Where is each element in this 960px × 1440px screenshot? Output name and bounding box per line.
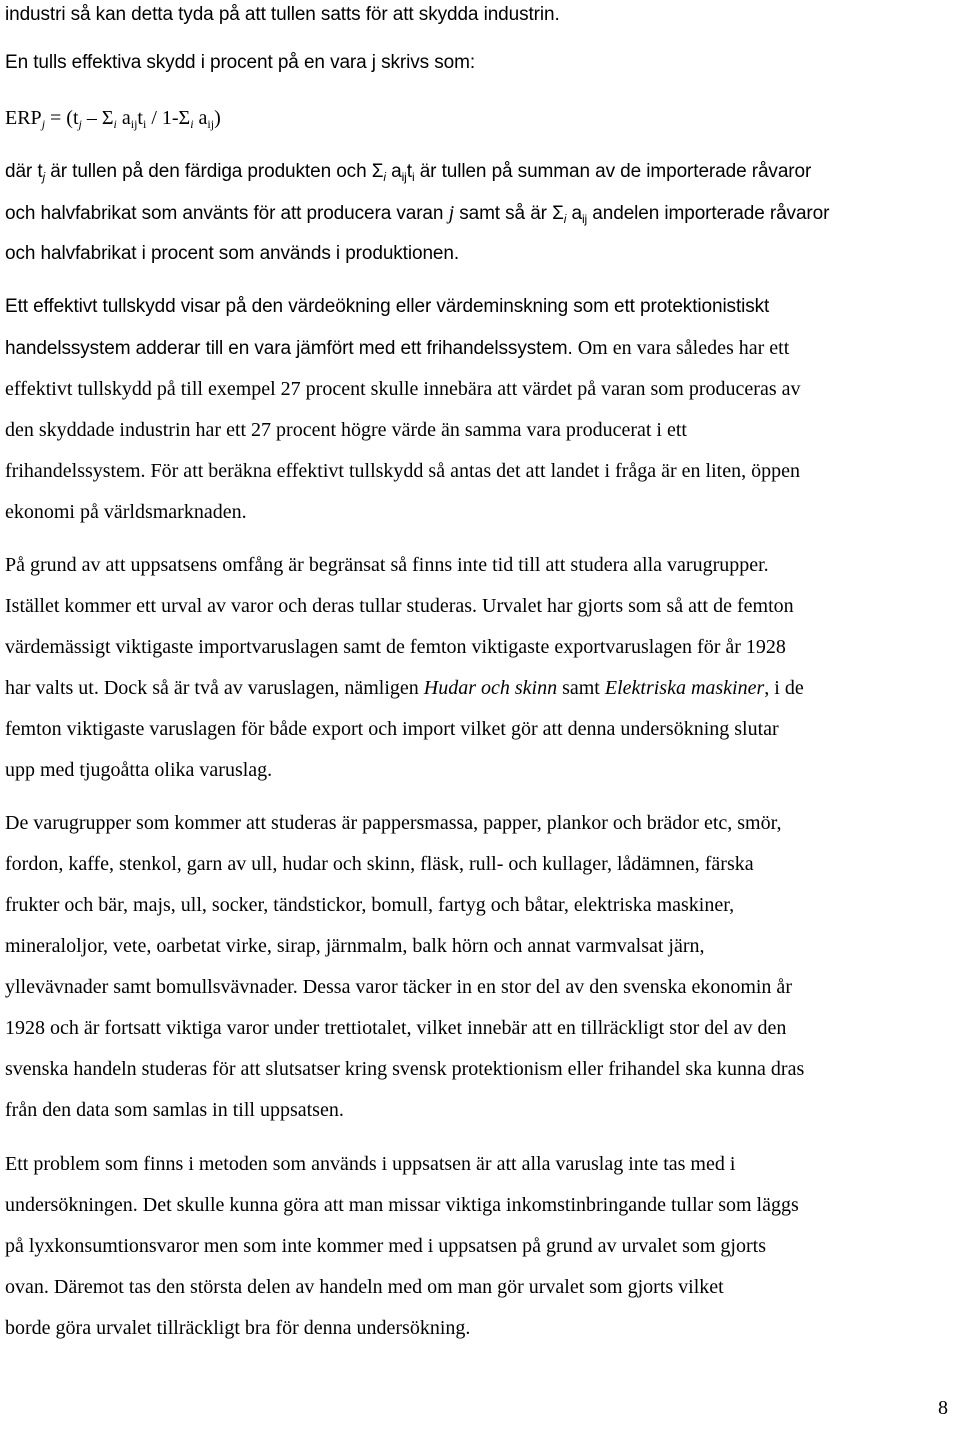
text-run: a [566,203,582,224]
text-run: yllevävnader samt bomullsvävnader. Dessa varor täcker in en stor del av den svenska ekonomin år [5,976,792,998]
text-run: t [406,161,412,182]
formula-part: a [116,107,131,129]
text-run: andelen importerade råvaror [587,203,830,224]
text-line [5,336,789,362]
text-run: samt så är Σ [454,203,564,224]
text-run: Ett effektivt tullskydd visar på den värdeökning eller värdeminskning som ett protektionistiskt [5,296,770,317]
text-line [5,811,781,835]
text-line [5,1057,804,1081]
text-run: svenska handeln studeras för att slutsatser kring svensk protektionism eller frihandel ska kunna dras [5,1058,805,1080]
text-run: , i de [764,677,804,699]
erp-formula [5,106,221,130]
text-line [5,852,754,876]
text-line [5,717,779,741]
text-run: handelssystem adderar till en vara jämfört med ett frihandelssystem. [5,338,573,359]
text-run: ovan. Däremot tas den största delen av handeln med om man gör urvalet som gjorts vilket [5,1276,724,1298]
formula-subscript: ij [581,212,588,226]
formula-part: – Σ [81,107,114,129]
italic-text: Hudar och skinn [423,677,558,699]
text-run: De varugrupper som kommer att studeras är pappersmassa, papper, plankor och brädor etc, smör, [5,812,782,834]
text-line [5,1316,470,1340]
formula-subscript: j [42,170,46,184]
text-run: 1928 och är fortsatt viktiga varor under trettiotalet, vilket innebär att en tillräckligt stor del av den [5,1017,787,1039]
text-line [5,201,829,226]
formula-subscript: i [142,117,147,131]
formula-subscript: i [563,212,567,226]
text-run: samt [557,677,605,699]
italic-text: j [448,202,455,224]
text-line [5,758,272,782]
text-run: ekonomi på världsmarknaden. [5,501,247,523]
text-run: effektivt tullskydd på till exempel 27 procent skulle innebära att värdet på varan som produceras av [5,378,801,400]
text-run: industri så kan detta tyda på att tullen satts för att skydda industrin. [5,4,560,25]
text-run: En tulls effektiva skydd i procent på en vara j skrivs som: [5,52,476,73]
text-line [5,51,475,75]
text-run: är tullen på summan av de importerade råvaror [414,161,812,182]
text-line [5,377,800,401]
text-run: a [385,161,402,182]
text-run: på lyxkonsumtionsvaror men som inte kommer med i uppsatsen på grund av urvalet som gjorts [5,1235,766,1257]
formula-part: t [137,107,143,129]
formula-subscript: ij [207,117,215,131]
formula-subscript: i [190,117,194,131]
formula-subscript: i [411,170,415,184]
formula-part: a [193,107,208,129]
text-line [5,1098,344,1122]
formula-part: ERP [5,107,42,129]
text-run: frihandelssystem. För att beräkna effektivt tullskydd så antas det att landet i fråga är en liten, öppen [5,460,800,482]
text-run: där t [5,161,43,182]
formula-part: ) [214,107,221,129]
text-run: mineraloljor, vete, oarbetat virke, sirap, järnmalm, balk hörn och annat varmvalsat järn, [5,935,705,957]
formula-part: = (t [45,107,79,129]
formula-subscript: ij [130,117,138,131]
text-run: har valts ut. Dock så är två av varuslagen, nämligen [5,677,424,699]
text-line [5,459,800,483]
text-run: från den data som samlas in till uppsatsen. [5,1099,344,1121]
text-line [5,295,769,319]
text-run: femton viktigaste varuslagen för både export och import vilket gör att denna undersökning slutar [5,718,779,740]
text-run: värdemässigt viktigaste importvaruslagen samt de femton viktigaste exportvaruslagen för år 1928 [5,636,786,658]
text-run: och halvfabrikat som använts för att producera varan [5,203,449,224]
text-line [5,893,734,917]
text-line [5,975,792,999]
text-line [5,160,811,184]
italic-text: Elektriska maskiner [604,677,765,699]
text-line [5,500,247,524]
formula-subscript: j [78,117,82,131]
formula-subscript: i [383,170,386,184]
text-run: undersökningen. Det skulle kunna göra att man missar viktiga inkomstinbringande tullar som läggs [5,1194,799,1216]
formula-subscript: j [41,117,46,131]
text-run: fordon, kaffe, stenkol, garn av ull, hudar och skinn, fläsk, rull- och kullager, lådämnen, färska [5,853,754,875]
text-run: På grund av att uppsatsens omfång är begränsat så finns inte tid till att studera alla varugrupper. [5,554,769,576]
text-line [5,676,804,700]
text-run: och halvfabrikat i procent som används i produktionen. [5,243,460,264]
text-line [5,1234,766,1258]
text-line [5,635,786,659]
text-line [5,3,560,27]
formula-subscript: i [113,117,117,131]
text-run: den skyddade industrin har ett 27 procent högre värde än samma vara producerat i ett [5,419,687,441]
text-line [5,418,687,442]
text-line [5,553,769,577]
text-run: upp med tjugoåtta olika varuslag. [5,759,273,781]
text-line [5,242,459,266]
text-run: Om en vara således har ett [572,337,790,359]
text-line [5,934,705,958]
text-line [5,1275,724,1299]
text-run: borde göra urvalet tillräckligt bra för denna undersökning. [5,1317,471,1339]
text-run: Ett problem som finns i metoden som används i uppsatsen är att alla varuslag inte tas med i [5,1153,736,1175]
text-line [5,1193,799,1217]
text-run: frukter och bär, majs, ull, socker, tändstickor, bomull, fartyg och båtar, elektriska maskiner, [5,894,735,916]
formula-part: / 1-Σ [146,107,191,129]
page-number: 8 [938,1397,948,1419]
text-run: Istället kommer ett urval av varor och deras tullar studeras. Urvalet har gjorts som så att de femton [5,595,794,617]
text-line [5,1016,786,1040]
text-run: är tullen på den färdiga produkten och Σ [45,161,384,182]
text-line [5,594,794,618]
text-line [5,1152,735,1176]
formula-subscript: ij [401,170,407,184]
